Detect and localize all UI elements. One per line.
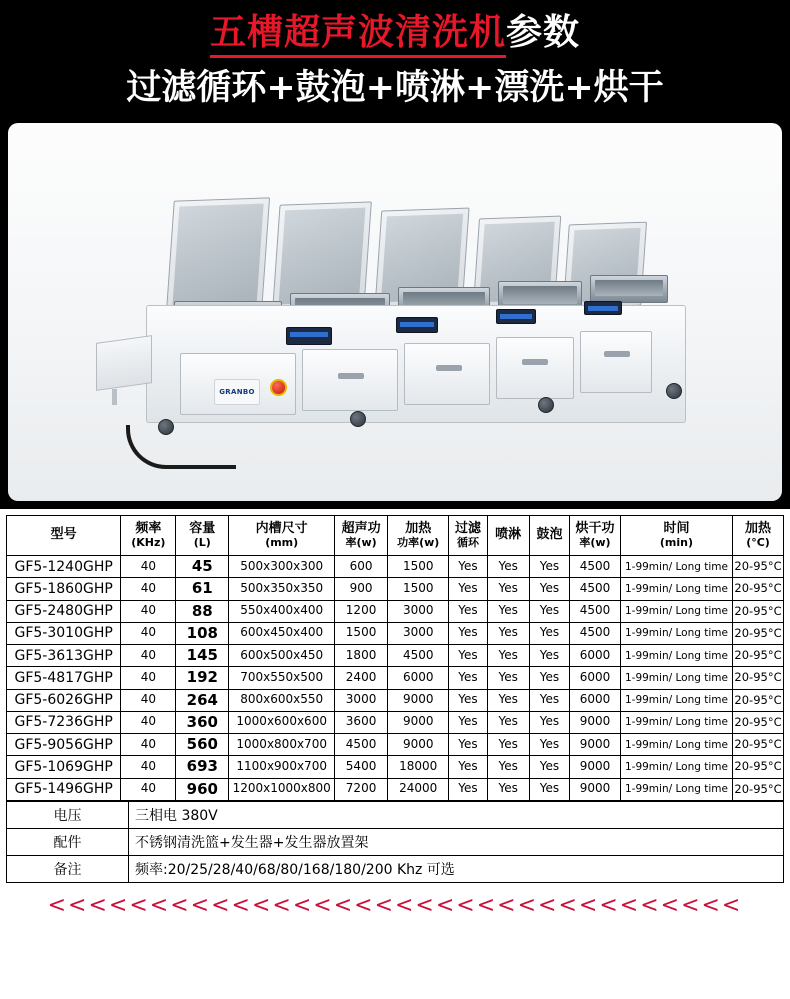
table-cell: Yes <box>487 600 529 622</box>
power-cable <box>126 425 236 469</box>
table-cell: 20-95°C <box>733 645 784 667</box>
table-cell: Yes <box>487 689 529 711</box>
table-row <box>7 734 784 756</box>
table-cell: 20-95°C <box>733 711 784 733</box>
col-header-tank-size: 内槽尺寸 (mm) <box>229 516 335 556</box>
table-cell: GF5-1069GHP <box>7 756 121 778</box>
table-cell: 3000 <box>335 689 388 711</box>
table-cell: 1200x1000x800 <box>229 778 335 800</box>
table-cell: 600x450x400 <box>229 622 335 644</box>
col-header-bubbling: 鼓泡 <box>529 516 569 556</box>
table-cell: Yes <box>487 556 529 578</box>
table-cell: 108 <box>176 622 229 644</box>
table-cell: 1-99min/ Long time <box>620 778 732 800</box>
cabinet-door-4[interactable] <box>496 337 574 399</box>
bottom-info-value: 不锈钢清洗篮+发生器+发生器放置架 <box>129 828 784 855</box>
caster-wheel-front-mid <box>350 411 366 427</box>
table-cell: 9000 <box>570 734 621 756</box>
emergency-stop-button[interactable] <box>270 379 287 396</box>
table-cell: 3000 <box>388 600 449 622</box>
cabinet-door-5[interactable] <box>580 331 652 393</box>
table-cell: 5400 <box>335 756 388 778</box>
table-cell: 1500 <box>388 578 449 600</box>
control-panel-4[interactable] <box>584 301 622 315</box>
overflow-tank <box>96 335 152 391</box>
table-cell: 500x300x300 <box>229 556 335 578</box>
table-row <box>7 778 784 800</box>
table-row <box>7 667 784 689</box>
table-header-row <box>7 516 784 556</box>
table-cell: 18000 <box>388 756 449 778</box>
table-cell: 1-99min/ Long time <box>620 600 732 622</box>
col-header-heating-power: 加热 功率(w) <box>388 516 449 556</box>
table-cell: Yes <box>487 645 529 667</box>
table-cell: 4500 <box>388 645 449 667</box>
table-cell: Yes <box>449 645 487 667</box>
table-cell: Yes <box>449 622 487 644</box>
table-cell: 61 <box>176 578 229 600</box>
table-cell: 6000 <box>388 667 449 689</box>
page-header <box>0 0 790 123</box>
table-cell: Yes <box>487 578 529 600</box>
table-cell: 192 <box>176 667 229 689</box>
table-cell: 560 <box>176 734 229 756</box>
brand-logo: GRANBO <box>214 379 260 405</box>
table-cell: GF5-7236GHP <box>7 711 121 733</box>
table-cell: 40 <box>121 622 176 644</box>
table-cell: Yes <box>449 734 487 756</box>
table-cell: 900 <box>335 578 388 600</box>
table-cell: Yes <box>529 756 569 778</box>
table-cell: 4500 <box>570 622 621 644</box>
table-cell: Yes <box>529 667 569 689</box>
table-cell: 45 <box>176 556 229 578</box>
table-cell: 9000 <box>570 756 621 778</box>
table-cell: 6000 <box>570 645 621 667</box>
table-cell: 2400 <box>335 667 388 689</box>
table-cell: 20-95°C <box>733 600 784 622</box>
table-cell: Yes <box>529 689 569 711</box>
table-cell: 1000x600x600 <box>229 711 335 733</box>
table-cell: 20-95°C <box>733 756 784 778</box>
col-header-model: 型号 <box>7 516 121 556</box>
col-header-filter-circulation: 过滤 循环 <box>449 516 487 556</box>
table-cell: 20-95°C <box>733 689 784 711</box>
table-cell: 1-99min/ Long time <box>620 667 732 689</box>
table-cell: 4500 <box>335 734 388 756</box>
bottom-info-row <box>7 801 784 828</box>
table-cell: GF5-2480GHP <box>7 600 121 622</box>
table-cell: 40 <box>121 667 176 689</box>
bottom-info-table <box>6 801 784 883</box>
table-cell: 24000 <box>388 778 449 800</box>
table-cell: GF5-1240GHP <box>7 556 121 578</box>
tank-5 <box>590 275 668 303</box>
table-cell: 600 <box>335 556 388 578</box>
caster-wheel-rear-right <box>666 383 682 399</box>
bottom-info-body <box>7 801 784 882</box>
table-cell: 600x500x450 <box>229 645 335 667</box>
ultrasonic-cleaner-illustration <box>118 193 698 443</box>
table-cell: Yes <box>449 667 487 689</box>
table-cell: GF5-3613GHP <box>7 645 121 667</box>
table-cell: 1-99min/ Long time <box>620 689 732 711</box>
cabinet-door-3[interactable] <box>404 343 490 405</box>
spec-table-section <box>0 509 790 883</box>
table-cell: Yes <box>487 622 529 644</box>
control-panel-1[interactable] <box>286 327 332 345</box>
bottom-info-row <box>7 828 784 855</box>
table-cell: 1-99min/ Long time <box>620 645 732 667</box>
table-cell: Yes <box>529 622 569 644</box>
table-cell: 20-95°C <box>733 556 784 578</box>
control-panel-2[interactable] <box>396 317 438 333</box>
table-cell: 1100x900x700 <box>229 756 335 778</box>
table-cell: 40 <box>121 578 176 600</box>
table-cell: GF5-3010GHP <box>7 622 121 644</box>
bottom-info-value: 频率:20/25/28/40/68/80/168/180/200 Khz 可选 <box>129 855 784 882</box>
table-cell: 1-99min/ Long time <box>620 556 732 578</box>
table-cell: 1500 <box>335 622 388 644</box>
table-cell: 360 <box>176 711 229 733</box>
table-row <box>7 556 784 578</box>
table-cell: 4500 <box>570 578 621 600</box>
table-cell: 40 <box>121 556 176 578</box>
caster-wheel-front-right <box>538 397 554 413</box>
table-cell: 1800 <box>335 645 388 667</box>
col-header-ultrasonic-power: 超声功 率(w) <box>335 516 388 556</box>
table-cell: 3000 <box>388 622 449 644</box>
table-cell: 40 <box>121 756 176 778</box>
table-cell: GF5-1860GHP <box>7 578 121 600</box>
table-cell: 9000 <box>570 711 621 733</box>
door-handle-2[interactable] <box>338 373 364 379</box>
table-row <box>7 622 784 644</box>
page-title-highlight: 五槽超声波清洗机 <box>210 12 506 58</box>
table-cell: 960 <box>176 778 229 800</box>
bottom-info-row <box>7 855 784 882</box>
table-cell: 9000 <box>388 689 449 711</box>
table-cell: Yes <box>529 778 569 800</box>
page-title-rest: 参数 <box>506 12 581 53</box>
table-cell: 20-95°C <box>733 622 784 644</box>
table-cell: Yes <box>529 645 569 667</box>
bottom-info-label: 配件 <box>7 828 129 855</box>
table-cell: Yes <box>529 578 569 600</box>
table-cell: 1-99min/ Long time <box>620 578 732 600</box>
table-cell: 145 <box>176 645 229 667</box>
table-cell: 550x400x400 <box>229 600 335 622</box>
footer-chevron-band: <<<<<<<<<<<<<<<<<<<<<<<<<<<<<<<<<< <box>0 889 790 923</box>
bottom-info-label: 备注 <box>7 855 129 882</box>
table-cell: Yes <box>487 711 529 733</box>
table-cell: Yes <box>449 711 487 733</box>
table-cell: Yes <box>487 734 529 756</box>
page-subtitle: 过滤循环+鼓泡+喷淋+漂洗+烘干 <box>126 68 664 108</box>
table-cell: 264 <box>176 689 229 711</box>
support-leg <box>112 389 117 405</box>
table-cell: 693 <box>176 756 229 778</box>
table-cell: Yes <box>449 600 487 622</box>
col-header-capacity: 容量 (L) <box>176 516 229 556</box>
table-row <box>7 645 784 667</box>
table-cell: Yes <box>487 778 529 800</box>
table-cell: 1-99min/ Long time <box>620 711 732 733</box>
table-cell: Yes <box>449 578 487 600</box>
table-cell: 4500 <box>570 556 621 578</box>
table-cell: 6000 <box>570 667 621 689</box>
table-cell: 1000x800x700 <box>229 734 335 756</box>
table-cell: Yes <box>529 556 569 578</box>
door-handle-4[interactable] <box>522 359 548 365</box>
table-cell: 40 <box>121 734 176 756</box>
table-row <box>7 578 784 600</box>
col-header-heating-temp: 加热 (°C) <box>733 516 784 556</box>
table-cell: Yes <box>449 689 487 711</box>
table-cell: 1-99min/ Long time <box>620 734 732 756</box>
table-cell: GF5-4817GHP <box>7 667 121 689</box>
table-cell: 40 <box>121 600 176 622</box>
table-row <box>7 756 784 778</box>
table-cell: 9000 <box>570 778 621 800</box>
table-cell: Yes <box>449 756 487 778</box>
table-cell: 40 <box>121 689 176 711</box>
table-cell: 1200 <box>335 600 388 622</box>
table-cell: 7200 <box>335 778 388 800</box>
table-cell: 40 <box>121 711 176 733</box>
door-handle-3[interactable] <box>436 365 462 371</box>
table-cell: 3600 <box>335 711 388 733</box>
table-cell: 1-99min/ Long time <box>620 756 732 778</box>
bottom-info-value: 三相电 380V <box>129 801 784 828</box>
col-header-spray: 喷淋 <box>487 516 529 556</box>
table-cell: 40 <box>121 778 176 800</box>
col-header-frequency: 频率 (KHz) <box>121 516 176 556</box>
table-cell: Yes <box>529 600 569 622</box>
tank-lid-1 <box>166 197 270 312</box>
table-cell: 4500 <box>570 600 621 622</box>
table-cell: 20-95°C <box>733 578 784 600</box>
table-cell: 20-95°C <box>733 667 784 689</box>
spec-table-body <box>7 556 784 801</box>
product-photo <box>8 123 782 501</box>
caster-wheel-front-left <box>158 419 174 435</box>
table-cell: 6000 <box>570 689 621 711</box>
table-cell: Yes <box>529 711 569 733</box>
bottom-info-label: 电压 <box>7 801 129 828</box>
col-header-time: 时间 (min) <box>620 516 732 556</box>
table-cell: 9000 <box>388 734 449 756</box>
table-cell: 88 <box>176 600 229 622</box>
product-photo-section <box>0 123 790 509</box>
page-title <box>0 10 790 55</box>
table-cell: 500x350x350 <box>229 578 335 600</box>
table-cell: 1500 <box>388 556 449 578</box>
table-cell: 800x600x550 <box>229 689 335 711</box>
table-cell: GF5-6026GHP <box>7 689 121 711</box>
table-cell: Yes <box>487 667 529 689</box>
table-row <box>7 689 784 711</box>
spec-table <box>6 515 784 801</box>
table-cell: Yes <box>449 778 487 800</box>
table-cell: GF5-1496GHP <box>7 778 121 800</box>
table-cell: 40 <box>121 645 176 667</box>
control-panel-3[interactable] <box>496 309 536 324</box>
door-handle-5[interactable] <box>604 351 630 357</box>
table-cell: Yes <box>529 734 569 756</box>
cabinet-door-2[interactable] <box>302 349 398 411</box>
table-cell: 20-95°C <box>733 778 784 800</box>
table-row <box>7 711 784 733</box>
table-row <box>7 600 784 622</box>
table-cell: Yes <box>487 756 529 778</box>
table-cell: GF5-9056GHP <box>7 734 121 756</box>
table-cell: 20-95°C <box>733 734 784 756</box>
table-cell: 1-99min/ Long time <box>620 622 732 644</box>
table-cell: 700x550x500 <box>229 667 335 689</box>
col-header-drying-power: 烘干功 率(w) <box>570 516 621 556</box>
table-cell: Yes <box>449 556 487 578</box>
table-cell: 9000 <box>388 711 449 733</box>
